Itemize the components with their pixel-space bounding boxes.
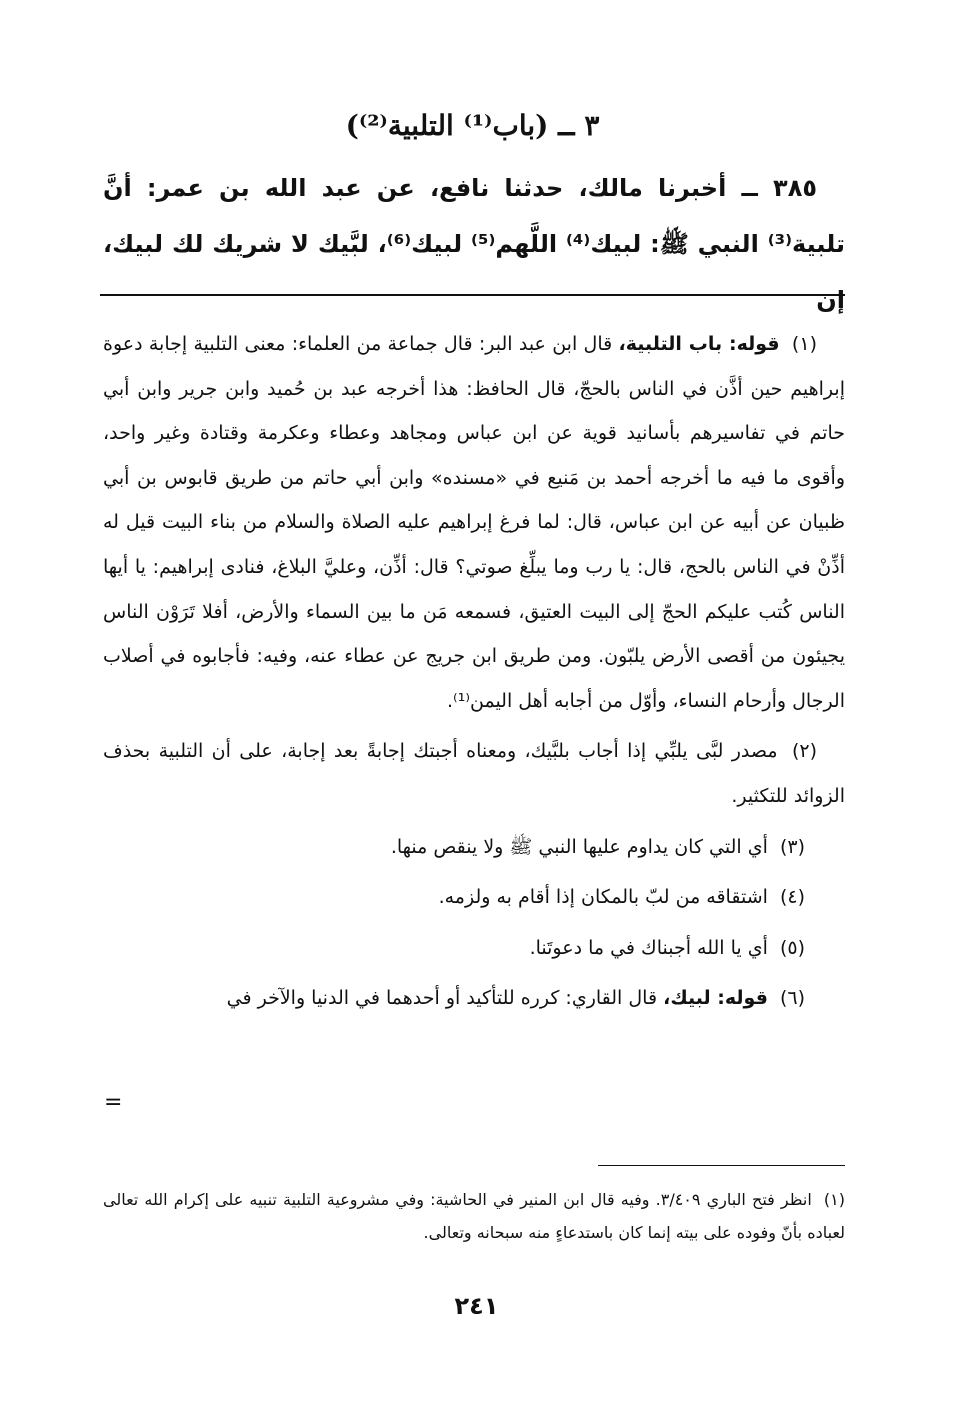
note-3-text: أي التي كان يداوم عليها النبي ﷺ ولا ينقص منها. bbox=[390, 835, 768, 858]
note-4-number: (٤) bbox=[779, 886, 805, 909]
editor-footnotes bbox=[103, 1183, 845, 1249]
note-2 bbox=[103, 729, 845, 818]
note-3-number: (٣) bbox=[779, 835, 805, 858]
note-4 bbox=[103, 875, 845, 920]
note-1-number: (١) bbox=[791, 333, 817, 355]
note-6-number: (٦) bbox=[779, 987, 805, 1010]
note-5 bbox=[103, 926, 845, 971]
section-heading: ٣ ــ (باب⁽¹⁾ التلبية⁽²⁾) bbox=[345, 109, 600, 142]
text-footnote-divider bbox=[100, 294, 845, 296]
note-1-keyword: قوله: باب التلبية، bbox=[618, 333, 780, 355]
hadith-text bbox=[103, 160, 845, 328]
note-5-number: (٥) bbox=[779, 936, 805, 959]
note-1 bbox=[103, 322, 845, 723]
note-2-text: مصدر لبَّى يلبِّي إذا أجاب بلبَّيك، ومعناه أجبتك إجابةً بعد إجابة، على أن التلبية بحذف الزوائد للتكثير. bbox=[103, 740, 845, 807]
note-6 bbox=[103, 976, 845, 1021]
continuation-mark: = bbox=[104, 1090, 123, 1115]
editor-footnote-1-number: (١) bbox=[823, 1190, 845, 1209]
note-5-text: أي يا الله أجبناك في ما دعوتَنا. bbox=[529, 936, 768, 959]
note-6-text: قال القاري: كرره للتأكيد أو أحدهما في الدنيا والآخر في bbox=[226, 987, 658, 1010]
note-4-text: اشتقاقه من لبّ بالمكان إذا أقام به ولزمه. bbox=[438, 886, 768, 909]
note-6-keyword: قوله: لبيك، bbox=[663, 987, 768, 1010]
note-1-text: قال ابن عبد البر: قال جماعة من العلماء: معنى التلبية إجابة دعوة إبراهيم حين أذَّن في الناس بالحجّ، قال الحافظ: هذا أخرجه عبد بن حُميد وابن جرير وابن أبي حاتم في تفاسيرهم بأسانيد قوية عن ابن عباس ومجاهد وعطاء وعكرمة وقتادة وغير واحد، وأقوى ما فيه ما أخرجه أحمد بن مَنيع في «مسنده» وابن أبي حاتم من طريق قابوس بن أبي ظبيان عن أبيه عن ابن عباس، قال: لما فرغ إبراهيم عليه الصلاة والسلام من بناء البيت قيل له أذِّنْ في الناس بالحج، قال: يا رب وما يبلِّغ صوتي؟ قال: أذِّن، وعليَّ البلاغ، فنادى إبراهيم: يا أيها الناس كُتب عليكم الحجّ إلى البيت العتيق، فسمعه مَن ما بين السماء والأرض، أفلا تَرَوْن الناس يجيئون من أقصى الأرض يلبّون. ومن طريق ابن جريج عن عطاء عنه، وفيه: فأجابوه في أصلاب الرجال وأرحام النساء، وأوّل من أجابه أهل اليمن⁽¹⁾. bbox=[103, 333, 845, 712]
bottom-footnote-divider bbox=[598, 1165, 845, 1166]
commentary-notes bbox=[103, 322, 845, 1027]
note-2-number: (٢) bbox=[791, 740, 817, 763]
editor-footnote-1 bbox=[103, 1183, 845, 1249]
hadith-paragraph: ٣٨٥ ــ أخبرنا مالك، حدثنا نافع، عن عبد الله بن عمر: أنَّ تلبية⁽³⁾ النبي ﷺ: لبيك⁽⁴⁾ اللَّهم⁽⁵⁾ لبيك⁽⁶⁾، لبَّيك لا شريك لك لبيك، إن bbox=[103, 174, 846, 314]
note-3 bbox=[103, 825, 845, 870]
editor-footnote-1-text: انظر فتح الباري ٣/٤٠٩. وفيه قال ابن المنير في الحاشية: وفي مشروعية التلبية تنبيه على إكرام الله تعالى لعباده بأنّ وفوده على بيته إنما كان باستدعاءٍ منه سبحانه وتعالى. bbox=[103, 1190, 845, 1242]
page-number: ٢٤١ bbox=[454, 1292, 499, 1320]
